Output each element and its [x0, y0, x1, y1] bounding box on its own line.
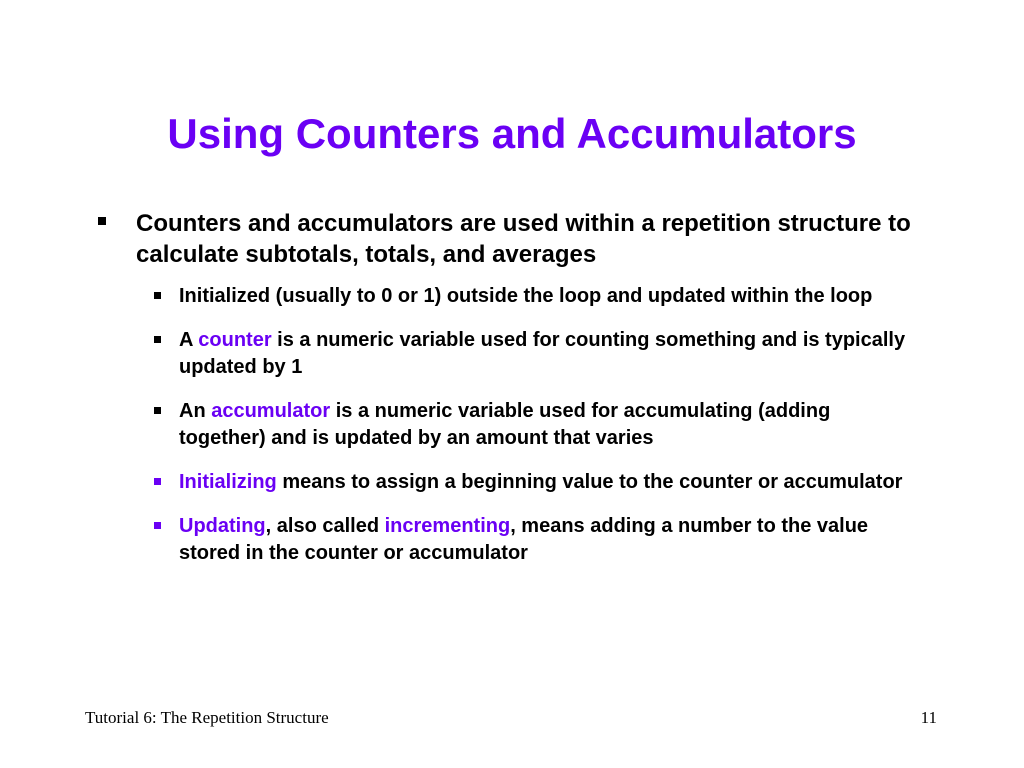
footer-page-number: 11 [920, 708, 937, 727]
slide-title: Using Counters and Accumulators [167, 110, 857, 157]
square-bullet-icon [154, 407, 161, 414]
sub-bullet-text-suffix: means to assign a beginning value to the counter or accumulator [276, 471, 903, 493]
sub-bullet-text-suffix: is a numeric variable used for counting something and is typically updated by 1 [179, 329, 906, 378]
square-bullet-icon [154, 522, 161, 529]
square-bullet-icon [98, 217, 106, 225]
sub-bullet-initializing [98, 469, 918, 496]
sub-bullet-accumulator [98, 398, 918, 452]
sub-bullet-initialized [98, 283, 918, 310]
sub-bullet-updating [98, 513, 918, 567]
bullet-main-text: Counters and accumulators are used within a repetition structure to calculate subtotals, totals, and averages [136, 210, 911, 268]
square-bullet-icon [154, 336, 161, 343]
sub-bullet-text-prefix: An [179, 400, 212, 422]
footer-tutorial-title: Tutorial 6: The Repetition Structure [85, 708, 329, 727]
sub-bullet-text-prefix: A [179, 329, 199, 351]
sub-bullet-text-suffix: , means adding a number to the value stored in the counter or accumulator [179, 515, 869, 564]
sub-bullet-text: Initialized (usually to 0 or 1) outside the loop and updated within the loop [179, 285, 873, 307]
square-bullet-icon [154, 292, 161, 299]
term-counter: counter [198, 329, 272, 351]
bullet-list [98, 208, 918, 584]
bullet-main [98, 208, 918, 270]
term-incrementing: incrementing [384, 515, 511, 537]
square-bullet-icon [154, 478, 161, 485]
sub-bullet-text-suffix: is a numeric variable used for accumulating (adding together) and is updated by an amount that varies [179, 400, 831, 449]
sub-bullet-text-middle: , also called [265, 515, 385, 537]
term-accumulator: accumulator [211, 400, 331, 422]
term-updating: Updating [179, 515, 266, 537]
term-initializing: Initializing [179, 471, 277, 493]
sub-bullet-counter [98, 327, 918, 381]
